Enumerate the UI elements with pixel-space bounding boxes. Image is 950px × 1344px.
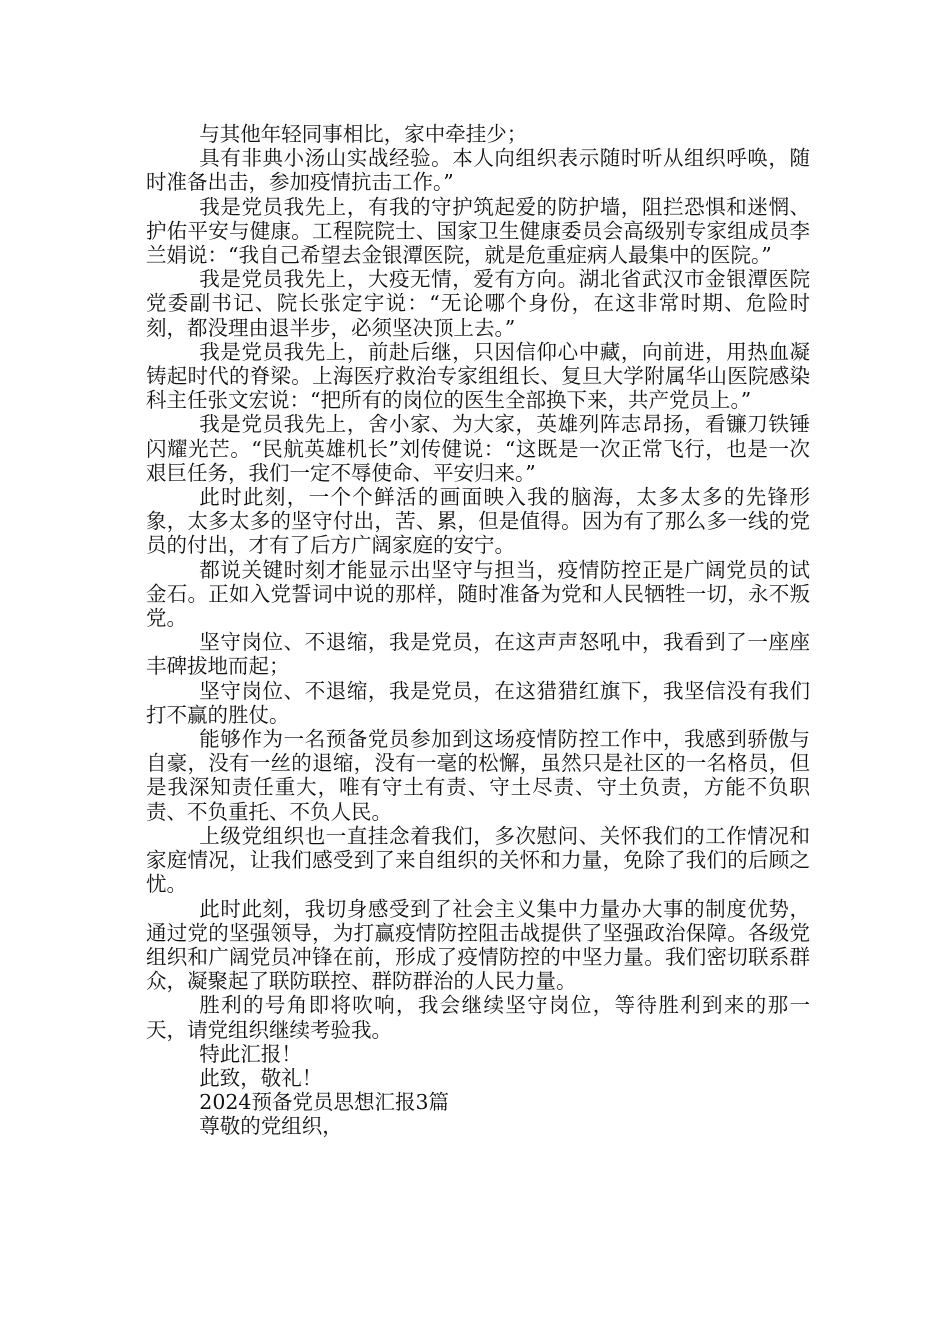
paragraph: 上级党组织也一直挂念着我们，多次慰问、关怀我们的工作情况和家庭情况，让我们感受到了来自组织的关怀和力量，免除了我们的后顾之忧。 <box>146 823 810 897</box>
paragraph: 我是党员我先上，前赴后继，只因信仰心中藏，向前进，用热血凝铸起时代的脊梁。上海医疗救治专家组组长、复旦大学附属华山医院感染科主任张文宏说：“把所有的岗位的医生全部换下来，共产党员上。” <box>146 339 810 413</box>
paragraph: 我是党员我先上，有我的守护筑起爱的防护墙，阻拦恐惧和迷惘、护佑平安与健康。工程院院士、国家卫生健康委员会高级别专家组成员李兰娟说：“我自己希望去金银潭医院，就是危重症病人最集中的医院。” <box>146 194 810 268</box>
document-body <box>146 122 810 1139</box>
paragraph: 此时此刻，一个个鲜活的画面映入我的脑海，太多太多的先锋形象，太多太多的坚守付出，苦、累，但是值得。因为有了那么多一线的党员的付出，才有了后方广阔家庭的安宁。 <box>146 485 810 558</box>
paragraph: 我是党员我先上，大疫无情，爱有方向。湖北省武汉市金银潭医院党委副书记、院长张定宇说：“无论哪个身份，在这非常时期、危险时刻，都没理由退半步，必须坚决顶上去。” <box>146 267 810 340</box>
greeting: 尊敬的党组织， <box>199 1114 343 1139</box>
paragraph: 都说关键时刻才能显示出坚守与担当，疫情防控正是广阔党员的试金石。正如入党誓词中说的那样，随时准备为党和人民牺牲一切，永不叛党。 <box>146 557 810 631</box>
salutation: 此致，敬礼！ <box>199 1065 323 1090</box>
paragraph: 此时此刻，我切身感受到了社会主义集中力量办大事的制度优势，通过党的坚强领导，为打赢疫情防控阻击战提供了坚强政治保障。各级党组织和广阔党员冲锋在前，形成了疫情防控的中坚力量。我们密切联系群众，凝聚起了联防联控、群防群治的人民力量。 <box>146 896 810 994</box>
paragraph: 坚守岗位、不退缩，我是党员，在这声声怒吼中，我看到了一座座丰碑拔地而起； <box>146 630 810 679</box>
closing-line: 特此汇报！ <box>199 1041 302 1066</box>
paragraph: 与其他年轻同事相比，家中牵挂少； <box>199 122 528 146</box>
paragraph: 胜利的号角即将吹响，我会继续坚守岗位，等待胜利到来的那一天，请党组织继续考验我。 <box>146 993 810 1042</box>
paragraph: 坚守岗位、不退缩，我是党员，在这猎猎红旗下，我坚信没有我们打不赢的胜仗。 <box>146 678 810 727</box>
section-title: 2024预备党员思想汇报3篇 <box>199 1090 450 1115</box>
paragraph: 具有非典小汤山实战经验。本人向组织表示随时听从组织呼唤，随时准备出击，参加疫情抗击工作。” <box>146 146 810 195</box>
paragraph: 能够作为一名预备党员参加到这场疫情防控工作中，我感到骄傲与自豪，没有一丝的退缩，没有一毫的松懈，虽然只是社区的一名格员，但是我深知责任重大，唯有守土有责、守土尽责、守土负责，方能不负职责、不负重托、不负人民。 <box>146 727 810 824</box>
paragraph: 我是党员我先上，舍小家、为大家，英雄列阵志昂扬，看镰刀铁锤闪耀光芒。“民航英雄机长”刘传健说：“这既是一次正常飞行，也是一次艰巨任务，我们一定不辱使命、平安归来。” <box>146 412 810 485</box>
